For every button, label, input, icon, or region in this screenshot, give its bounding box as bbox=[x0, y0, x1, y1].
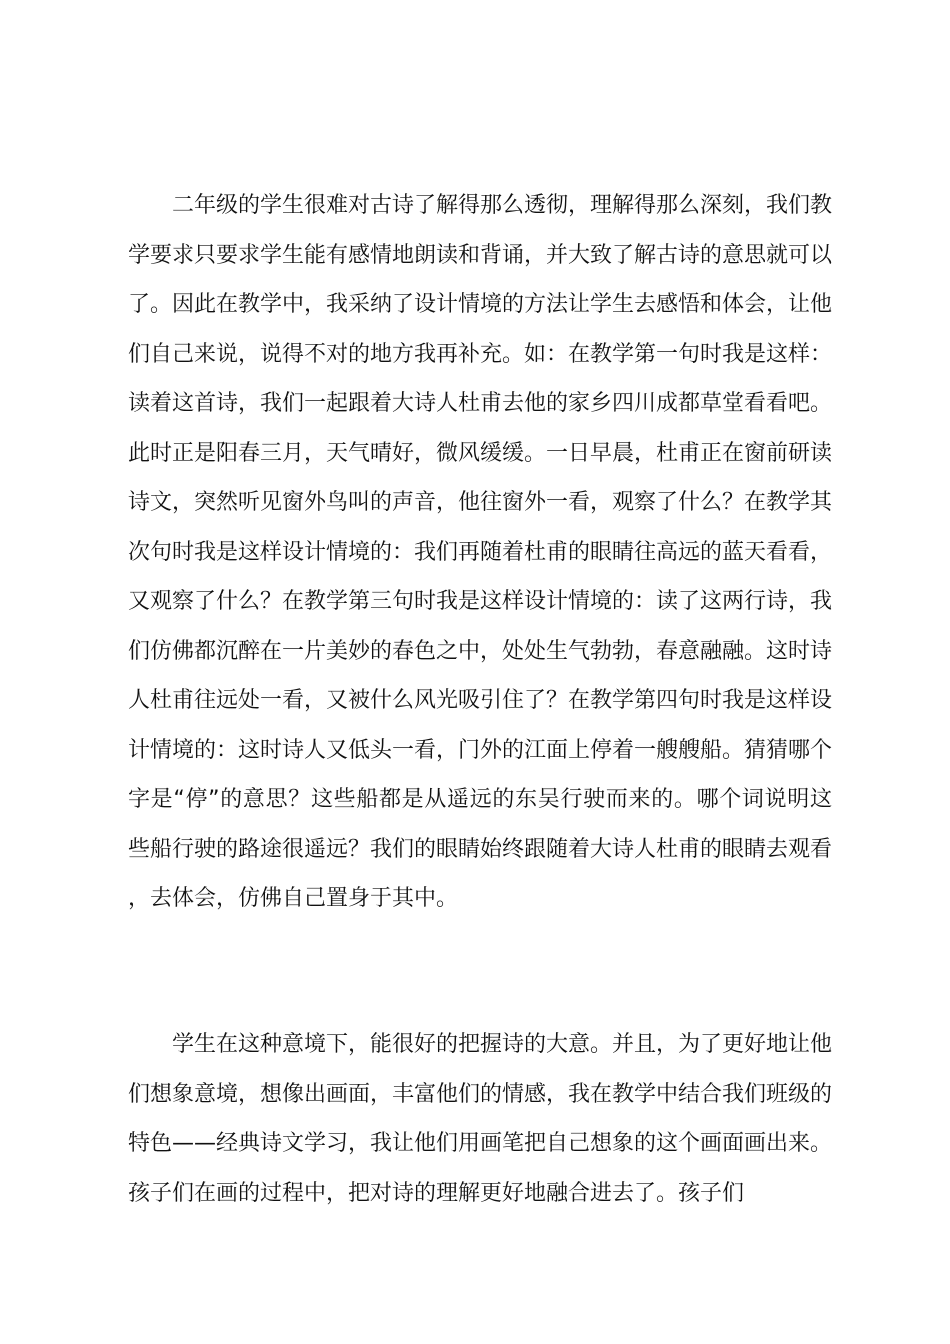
body-paragraph-1: 二年级的学生很难对古诗了解得那么透彻，理解得那么深刻，我们教学要求只要求学生能有感情地朗读和背诵，并大致了解古诗的意思就可以了。因此在教学中，我采纳了设计情境的方法让学生去感悟和体会，让他们自己来说，说得不对的地方我再补充。如：在教学第一句时我是这样：读着这首诗，我们一起跟着大诗人杜甫去他的家乡四川成都草堂看看吧。此时正是阳春三月，天气晴好，微风缓缓。一日早晨，杜甫正在窗前研读诗文，突然听见窗外鸟叫的声音，他往窗外一看，观察了什么？在教学其次句时我是这样设计情境的：我们再随着杜甫的眼睛往高远的蓝天看看，又观察了什么？在教学第三句时我是这样设计情境的：读了这两行诗，我们仿佛都沉醉在一片美妙的春色之中，处处生气勃勃，春意融融。这时诗人杜甫往远处一看，又被什么风光吸引住了？在教学第四句时我是这样设计情境的：这时诗人又低头一看，门外的江面上停着一艘艘船。猜猜哪个字是“停”的意思？这些船都是从遥远的东吴行驶而来的。哪个词说明这些船行驶的路途很遥远？我们的眼睛始终跟随着大诗人杜甫的眼睛去观看，去体会，仿佛自己置身于其中。 bbox=[128, 193, 833, 911]
body-paragraph-2: 学生在这种意境下，能很好的把握诗的大意。并且，为了更好地让他们想象意境，想像出画面，丰富他们的情感，我在教学中结合我们班级的特色——经典诗文学习，我让他们用画笔把自己想象的这个画面画出来。孩子们在画的过程中，把对诗的理解更好地融合进去了。孩子们 bbox=[128, 1032, 833, 1206]
